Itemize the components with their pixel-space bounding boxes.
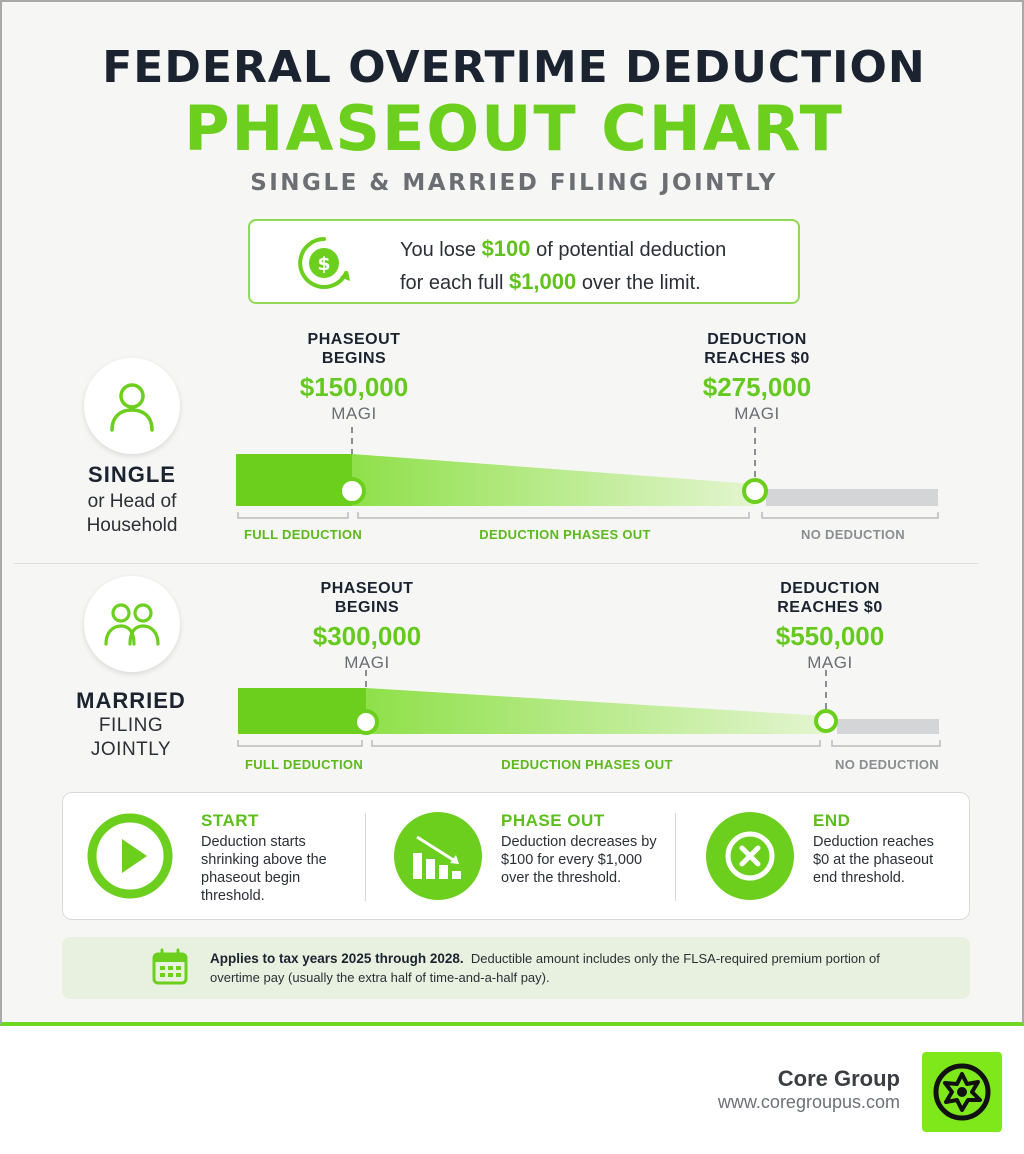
section-divider	[14, 563, 978, 564]
applicability-note	[62, 937, 970, 999]
married-begin-amount: $300,000	[312, 621, 422, 651]
play-icon	[85, 811, 175, 901]
svg-text:$: $	[317, 253, 331, 275]
subtitle: SINGLE & MARRIED FILING JOINTLY	[250, 170, 778, 196]
married-begin-marker-label: PHASEOUT BEGINS $300,000 MAGI	[267, 579, 467, 673]
single-end-marker-label: DEDUCTION REACHES $0 $275,000 MAGI	[657, 330, 857, 424]
declining-bars-icon	[393, 811, 483, 901]
step-end: END Deduction reaches $0 at the phaseout end threshold.	[705, 793, 965, 921]
dollar-cycle-icon	[294, 233, 354, 293]
married-full-segment	[238, 688, 366, 734]
single-full-segment	[236, 454, 352, 506]
married-phaseout-bar	[2, 666, 1024, 762]
single-end-node	[744, 480, 766, 502]
single-begin-amount: $150,000	[299, 372, 409, 402]
note-text: Applies to tax years 2025 through 2028. Deductible amount includes only the FLSA-required premium portion of overtime pay (usually the extra half of time-and-a-half pay).	[210, 951, 880, 985]
single-end-amount: $275,000	[702, 372, 812, 402]
married-category-title: MARRIED	[76, 688, 186, 713]
title-line-2: PHASEOUT CHART	[184, 92, 844, 165]
brand-name: Core Group	[777, 1066, 900, 1091]
single-label-none: NO DEDUCTION	[801, 527, 905, 542]
married-avatar	[84, 576, 180, 672]
title-line-1: FEDERAL OVERTIME DEDUCTION	[102, 42, 926, 93]
rule-callout	[248, 219, 800, 304]
calendar-icon	[150, 947, 190, 987]
rule-text: You lose $100 of potential deduction for each full $1,000 over the limit.	[400, 236, 727, 294]
married-end-amount: $550,000	[775, 621, 885, 651]
step-phase-out: PHASE OUT Deduction decreases by $100 for every $1,000 over the threshold.	[393, 793, 673, 921]
single-category-title: SINGLE	[88, 462, 176, 487]
married-label-phase: DEDUCTION PHASES OUT	[501, 757, 673, 772]
core-group-logo-icon	[922, 1052, 1002, 1132]
married-none-segment	[837, 719, 939, 734]
couple-icon	[102, 594, 162, 654]
married-end-node	[816, 711, 836, 731]
married-end-marker-label: DEDUCTION REACHES $0 $550,000 MAGI	[730, 579, 930, 673]
single-phase-segment	[352, 454, 755, 506]
step-start: START Deduction starts shrinking above the phaseout begin threshold.	[85, 793, 365, 921]
married-begin-node	[355, 711, 377, 733]
single-phaseout-bar	[2, 422, 1024, 532]
married-category-subtitle: FILING JOINTLY	[90, 715, 172, 760]
married-phase-segment	[366, 688, 826, 734]
brand-url: www.coregroupus.com	[717, 1092, 900, 1112]
step-separator	[675, 813, 676, 901]
single-label-full: FULL DEDUCTION	[243, 527, 363, 542]
single-none-segment	[766, 489, 938, 506]
single-begin-node	[340, 479, 364, 503]
married-label-none: NO DEDUCTION	[835, 757, 939, 772]
steps-panel	[62, 792, 970, 920]
single-begin-marker-label: PHASEOUT BEGINS $150,000 MAGI	[254, 330, 454, 424]
single-label-phase: DEDUCTION PHASES OUT	[479, 527, 651, 542]
step-separator	[365, 813, 366, 901]
married-label-full: FULL DEDUCTION	[244, 757, 364, 772]
single-category-subtitle: or Head of Household	[86, 491, 178, 536]
close-circle-icon	[705, 811, 795, 901]
